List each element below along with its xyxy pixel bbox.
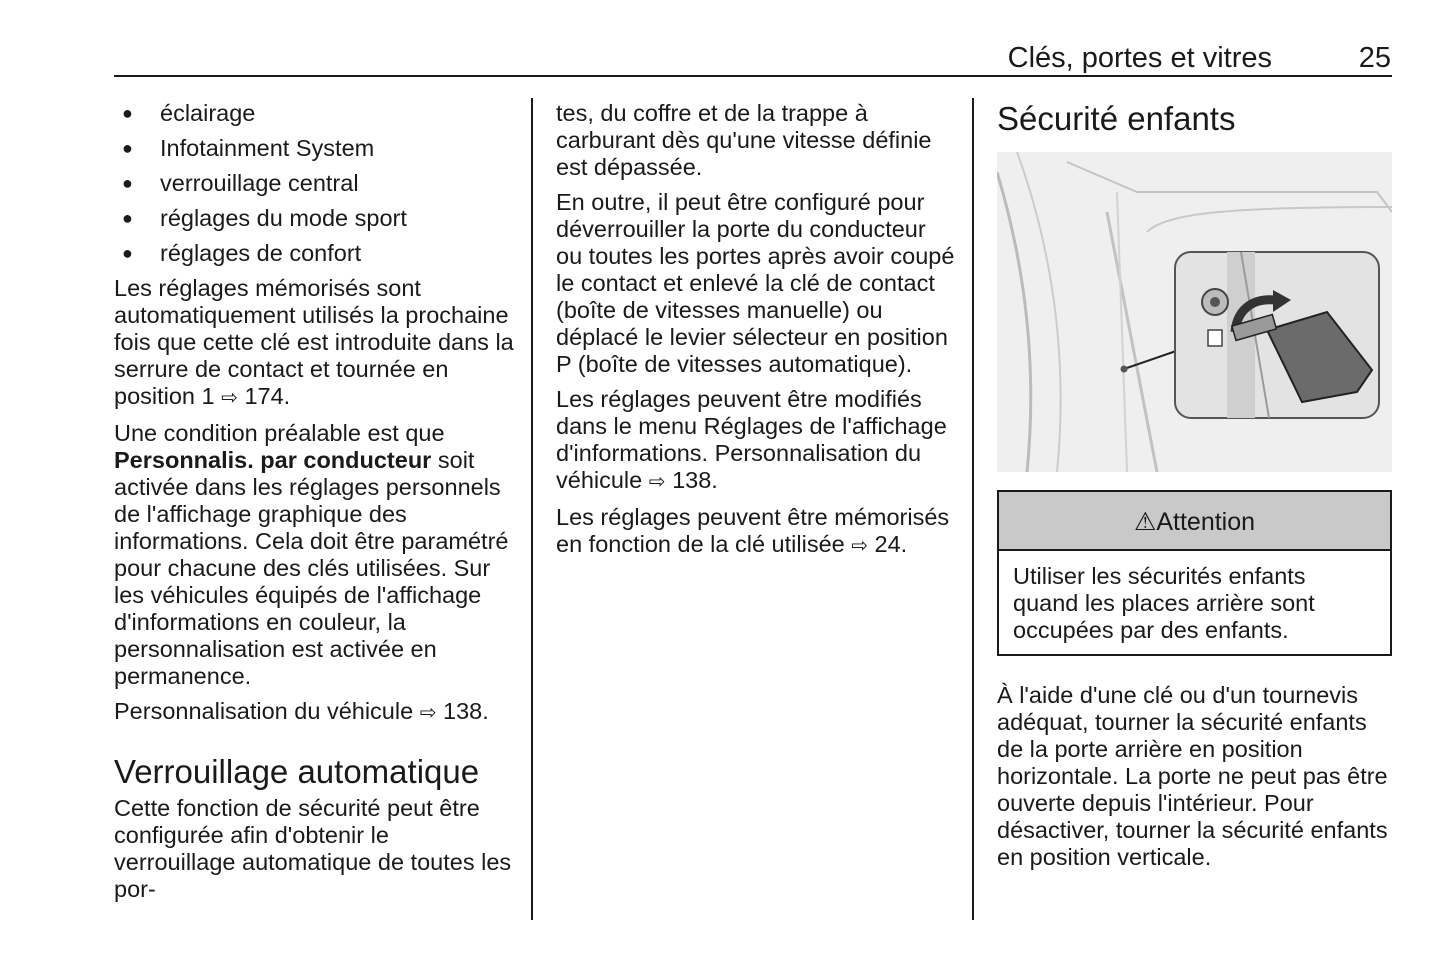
attention-body: Utiliser les sécurités enfants quand les places arrière sont occupées par des enfants. [1013,563,1315,643]
paragraph: Les réglages peuvent être mémorisés en fonction de la clé utilisée ⇨ 24. [556,504,950,557]
paragraph: tes, du coffre et de la trappe à carburant dès qu'une vitesse définie est dépassée. [556,100,932,180]
page-number: 25 [1358,42,1391,74]
reference-arrow-icon: ⇨ [648,471,666,493]
page-reference[interactable]: 138. [672,467,718,493]
attention-box [997,490,1392,656]
column-1 [114,98,514,911]
attention-header [999,492,1390,551]
column-divider-2 [972,98,974,920]
reference-arrow-icon: ⇨ [221,387,238,409]
lock-location-dot [1121,366,1128,373]
column-divider-1 [531,98,533,920]
paragraph: Personnalisation du véhicule ⇨ 138. [114,698,489,724]
attention-title: Attention [1156,508,1256,536]
reference-arrow-icon: ⇨ [419,702,437,724]
paragraph: Les réglages mémorisés sont automatiquement utilisés la prochaine fois que cette clé est introduite dans la serrure de contact et tournée en position 1 ⇨ 174. [114,275,514,409]
column-3 [997,100,1392,879]
paragraph: En outre, il peut être configuré pour déverrouiller la porte du conducteur ou toutes les portes après avoir coupé le contact et enlevé la clé de contact (boîte de vitesses manuelle) ou déplacé le levier sélecteur en position P (boîte de vitesses automatique). [556,189,955,377]
list-item: ● éclairage [114,98,514,133]
page-reference[interactable]: 138. [443,698,489,724]
child-lock-symbol-icon [1208,330,1222,346]
list-item: ● réglages du mode sport [114,203,514,238]
page-reference[interactable]: 24. [874,531,908,557]
page-reference[interactable]: 174. [244,383,291,409]
reference-arrow-icon: ⇨ [851,535,869,557]
section-title: Clés, portes et vitres [1007,42,1272,74]
header-rule [114,75,1392,77]
list-item: ● réglages de confort [114,238,514,273]
section-heading-auto-lock: Verrouillage automatique [114,753,480,790]
paragraph: Une condition préalable est que Personnalis. par conducteur soit activée dans les réglages personnels de l'affichage graphique des informations. Cela doit être paramétré pour chacune des clés utilisées. Sur les véhicules équipés de l'affichage d'informations en couleur, la personnalisation est activée en permanence. [114,420,509,689]
list-item: ● verrouillage central [114,168,514,203]
settings-bullet-list [114,98,514,273]
menu-option-label: Personnalis. par conducteur [114,447,432,473]
paragraph: Les réglages peuvent être modifiés dans le menu Réglages de l'affichage d'informations. Personnalisation du véhicule ⇨ 138. [556,386,947,493]
paragraph: À l'aide d'une clé ou d'un tournevis adéquat, tourner la sécurité enfants de la porte arrière en position horizontale. La porte ne peut pas être ouverte depuis l'intérieur. Pour désactiver, tourner la sécurité enfants en position verticale. [997,682,1388,870]
warning-triangle-icon: ⚠ [1133,508,1157,536]
child-lock-illustration [997,152,1392,472]
list-item: ● Infotainment System [114,133,514,168]
column-2 [556,100,956,568]
section-heading-child-lock: Sécurité enfants [997,100,1236,137]
paragraph: Cette fonction de sécurité peut être configurée afin d'obtenir le verrouillage automatique de toutes les por- [114,795,512,902]
